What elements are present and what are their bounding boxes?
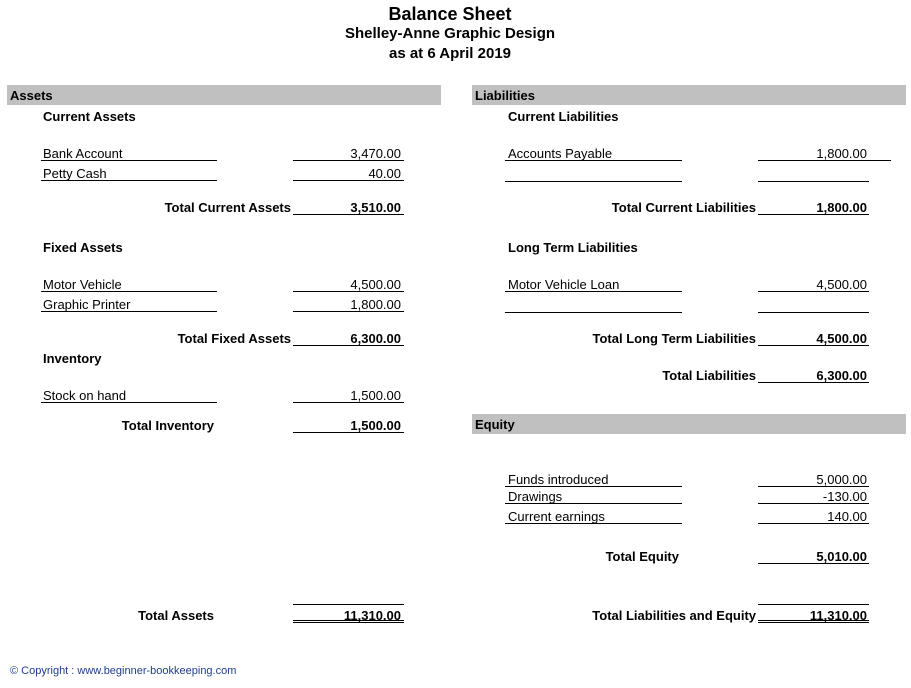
- total-liabilities-label: Total Liabilities: [662, 368, 756, 383]
- liability-item-label: Accounts Payable: [505, 146, 682, 161]
- total-liabilities-and-equity-label: Total Liabilities and Equity: [592, 608, 756, 623]
- report-date: as at 6 April 2019: [388, 45, 511, 62]
- total-equity-label: Total Equity: [605, 549, 679, 564]
- asset-item-amount: 3,470.00: [293, 146, 404, 161]
- liability-blank-amount-rule: [758, 312, 869, 313]
- liability-item-amount: 4,500.00: [758, 277, 869, 292]
- long-term-liabilities-heading: Long Term Liabilities: [508, 240, 638, 255]
- asset-item-amount: 4,500.00: [293, 277, 404, 292]
- total-inventory-amount: 1,500.00: [293, 418, 404, 433]
- equity-item-amount: -130.00: [758, 489, 869, 504]
- liability-item-label: Motor Vehicle Loan: [505, 277, 682, 292]
- total-liabilities-amount: 6,300.00: [758, 368, 869, 383]
- copyright-link[interactable]: © Copyright : www.beginner-bookkeeping.com: [10, 665, 237, 677]
- current-liabilities-heading: Current Liabilities: [508, 109, 619, 124]
- total-assets-amount: 11,310.00: [293, 608, 404, 623]
- equity-heading: Equity: [475, 417, 515, 432]
- inventory-heading: Inventory: [43, 351, 102, 366]
- equity-item-amount: 140.00: [758, 509, 869, 524]
- asset-item-label: Bank Account: [41, 146, 217, 161]
- assets-header: [7, 85, 441, 105]
- equity-item-label: Current earnings: [505, 509, 682, 524]
- liability-blank-label-rule: [505, 181, 682, 182]
- total-assets-top-rule: [293, 604, 404, 605]
- asset-item-amount: 1,800.00: [293, 297, 404, 312]
- asset-item-label: Motor Vehicle: [41, 277, 217, 292]
- total-fixed-assets-amount: 6,300.00: [293, 331, 404, 346]
- equity-item-label: Drawings: [505, 489, 682, 504]
- liability-blank-label-rule: [505, 312, 682, 313]
- grand-total-top-rule: [758, 604, 869, 605]
- asset-item-label: Stock on hand: [41, 388, 217, 403]
- asset-item-label: Graphic Printer: [41, 297, 217, 312]
- company-name: Shelley-Anne Graphic Design: [344, 25, 556, 42]
- asset-item-label: Petty Cash: [41, 166, 217, 181]
- liabilities-header: [472, 85, 906, 105]
- total-current-liabilities-label: Total Current Liabilities: [611, 200, 756, 215]
- equity-item-label: Funds introduced: [505, 472, 682, 487]
- total-inventory-label: Total Inventory: [121, 418, 214, 433]
- total-equity-amount: 5,010.00: [758, 549, 869, 564]
- total-liabilities-and-equity-amount: 11,310.00: [758, 608, 869, 623]
- total-assets-label: Total Assets: [138, 608, 214, 623]
- liability-item-amount: 1,800.00: [758, 146, 891, 161]
- equity-item-amount: 5,000.00: [758, 472, 869, 487]
- total-fixed-assets-label: Total Fixed Assets: [177, 331, 291, 346]
- current-assets-heading: Current Assets: [43, 109, 136, 124]
- asset-item-amount: 40.00: [293, 166, 404, 181]
- page-title: Balance Sheet: [388, 4, 512, 24]
- total-current-assets-label: Total Current Assets: [164, 200, 291, 215]
- equity-header: [472, 414, 906, 434]
- liability-blank-amount-rule: [758, 181, 869, 182]
- liabilities-heading: Liabilities: [475, 88, 535, 103]
- total-long-term-liabilities-label: Total Long Term Liabilities: [592, 331, 756, 346]
- total-long-term-liabilities-amount: 4,500.00: [758, 331, 869, 346]
- fixed-assets-heading: Fixed Assets: [43, 240, 123, 255]
- total-current-liabilities-amount: 1,800.00: [758, 200, 869, 215]
- assets-heading: Assets: [10, 88, 53, 103]
- total-current-assets-amount: 3,510.00: [293, 200, 404, 215]
- asset-item-amount: 1,500.00: [293, 388, 404, 403]
